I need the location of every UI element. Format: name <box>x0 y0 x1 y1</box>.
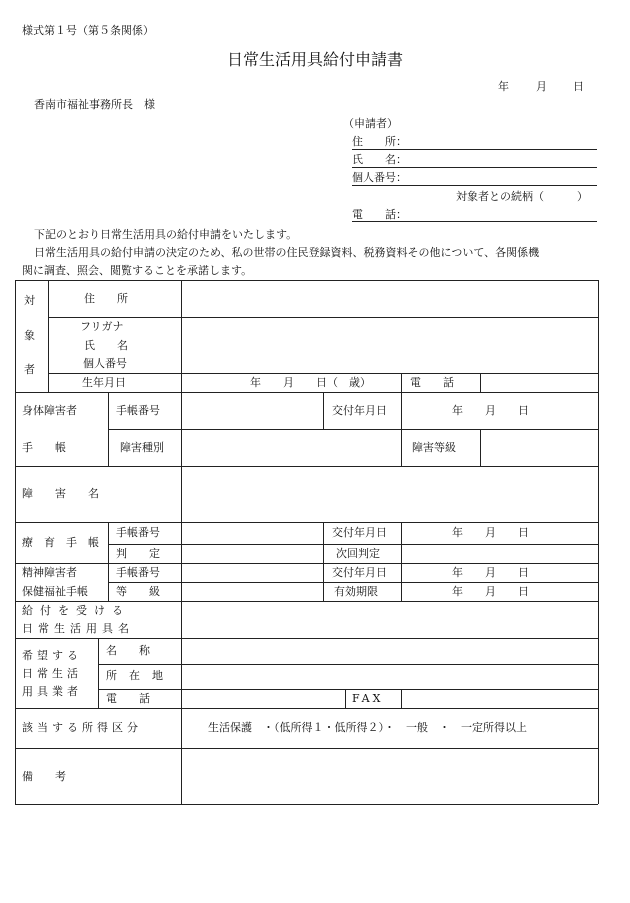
disability-type-input[interactable] <box>182 430 400 465</box>
label-address: 住 所 <box>84 292 128 305</box>
label-ryoiku-handbook: 療 育 手 帳 <box>22 536 99 549</box>
label-next-judgement: 次回判定 <box>336 547 380 560</box>
applicant-heading: （申請者） <box>343 117 398 130</box>
target-address-input[interactable] <box>182 281 597 316</box>
label-ryoiku-number: 手帳番号 <box>116 526 160 539</box>
label-ryoiku-issue-date: 交付年月日 <box>332 526 387 539</box>
applicant-phone-label: 電 話： <box>352 208 407 221</box>
target-char-1: 対 <box>24 294 35 307</box>
applicant-phone-field[interactable] <box>352 221 597 222</box>
label-disability-type: 障害種別 <box>120 441 164 454</box>
disability-grade-input[interactable] <box>481 430 597 465</box>
label-mental-handbook-2: 保健福祉手帳 <box>22 585 88 598</box>
label-vendor-3: 用具業者 <box>22 685 82 698</box>
label-issue-date: 交付年月日 <box>332 404 387 417</box>
label-mynumber: 個人番号 <box>83 357 127 370</box>
target-char-2: 象 <box>24 329 35 342</box>
form-number: 様式第１号（第５条関係） <box>22 24 154 37</box>
label-fax: FAX <box>352 692 384 705</box>
date-day: 日 <box>573 80 584 93</box>
applicant-mynumber-field[interactable] <box>352 185 597 186</box>
addressee: 香南市福祉事務所長 様 <box>34 98 155 111</box>
applicant-mynumber-label: 個人番号： <box>352 171 407 184</box>
target-char-3: 者 <box>24 363 35 376</box>
label-judgement: 判 定 <box>116 547 160 560</box>
label-valid-until: 有効期限 <box>334 585 378 598</box>
label-vendor-location: 所在地 <box>106 669 175 682</box>
date-month: 月 <box>536 80 547 93</box>
label-vendor-1: 希望する <box>22 649 82 662</box>
vendor-name-input[interactable] <box>182 639 597 663</box>
label-vendor-2: 日常生活 <box>22 667 82 680</box>
label-equipment-1: 給付を受ける <box>22 604 130 617</box>
ryoiku-issue-date-value: 年 月 日 <box>452 526 529 539</box>
label-disability-grade: 障害等級 <box>412 441 456 454</box>
handbook-number-input[interactable] <box>182 393 322 428</box>
label-mental-number: 手帳番号 <box>116 566 160 579</box>
label-name: 氏 名 <box>84 339 128 352</box>
applicant-name-field[interactable] <box>352 167 597 168</box>
valid-until-value: 年 月 日 <box>452 585 529 598</box>
issue-date-value: 年 月 日 <box>452 404 529 417</box>
vendor-phone-input[interactable] <box>182 690 344 707</box>
label-physical-handbook-1: 身体障害者 <box>22 404 77 417</box>
label-equipment-2: 日常生活用具名 <box>22 622 134 635</box>
label-handbook-number: 手帳番号 <box>116 404 160 417</box>
equipment-name-input[interactable] <box>182 602 597 637</box>
vendor-location-input[interactable] <box>182 665 597 688</box>
disability-name-input[interactable] <box>182 467 597 521</box>
body-text-1: 下記のとおり日常生活用具の給付申請をいたします。 <box>34 228 298 241</box>
label-disability-name: 障 害 名 <box>22 487 99 500</box>
birthdate-value: 年 月 日（ 歳） <box>250 376 371 389</box>
applicant-name-label: 氏 名： <box>352 153 407 166</box>
page-title: 日常生活用具給付申請書 <box>226 50 403 69</box>
date-year: 年 <box>498 80 509 93</box>
applicant-relation: 対象者との続柄（ ） <box>456 190 588 203</box>
income-options[interactable]: 生活保護 ・（低所得１・低所得２）・ 一般 ・ 一定所得以上 <box>208 721 527 734</box>
body-text-2: 日常生活用具の給付申請の決定のため、私の世帯の住民登録資料、税務資料その他について、各関係機 <box>34 246 540 259</box>
label-mental-handbook-1: 精神障害者 <box>22 566 77 579</box>
label-mental-grade: 等 級 <box>116 585 160 598</box>
vendor-fax-input[interactable] <box>402 690 597 707</box>
label-physical-handbook-2: 手 帳 <box>22 441 66 454</box>
label-birthdate: 生年月日 <box>82 376 126 389</box>
label-income: 該当する所得区分 <box>22 721 142 734</box>
target-phone-input[interactable] <box>481 374 597 391</box>
remarks-input[interactable] <box>182 749 597 803</box>
label-vendor-phone: 電 話 <box>106 692 150 705</box>
applicant-address-label: 住 所： <box>352 135 407 148</box>
label-target-phone: 電 話 <box>410 376 454 389</box>
target-name-input[interactable] <box>182 318 597 372</box>
mental-issue-date-value: 年 月 日 <box>452 566 529 579</box>
applicant-address-field[interactable] <box>352 149 597 150</box>
body-text-3: 関に調査、照会、閲覧することを承諾します。 <box>22 264 253 277</box>
label-furigana: フリガナ <box>80 320 124 333</box>
label-remarks: 備 考 <box>22 770 66 783</box>
label-vendor-name: 名 称 <box>106 644 150 657</box>
label-mental-issue-date: 交付年月日 <box>332 566 387 579</box>
